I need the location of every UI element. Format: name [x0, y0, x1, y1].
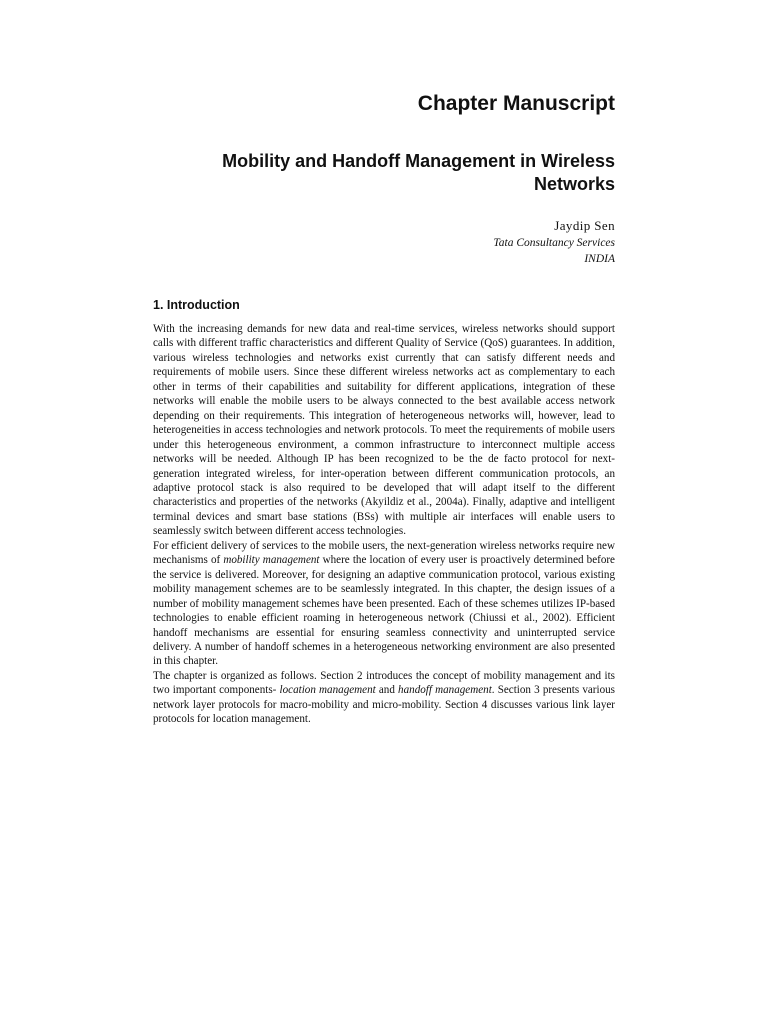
- body-paragraph: [153, 322, 615, 539]
- author-affiliation: Tata Consultancy Services: [493, 237, 615, 249]
- paragraph-text: The chapter is organized as follows. Section 2 introduces the concept of mobility management and its two important components-: [153, 669, 615, 697]
- emphasized-term: handoff management: [398, 684, 492, 697]
- paper-title: Mobility and Handoff Management in Wireless Networks: [222, 151, 615, 194]
- section-body: [153, 322, 615, 727]
- body-paragraph: [153, 669, 615, 727]
- paragraph-text: where the location of every user is proactively determined before the service is delivered. Moreover, for designing an adaptive communication protocol, various existing mobility management schemes are to be seamlessly integrated. In this chapter, the design issues of a number of mobility management schemes have been presented. Each of these schemes utilizes IP-based technologies to enable efficient roaming in heterogeneous network (Chiussi et al., 2002). Efficient handoff mechanisms are essential for ensuring seamless connectivity and uninterrupted service delivery. A number of handoff schemes in a heterogeneous networking environment are also presented in this chapter.: [153, 554, 615, 668]
- author-country: INDIA: [584, 253, 615, 265]
- author-name: Jaydip Sen: [554, 218, 615, 233]
- emphasized-term: mobility management: [223, 554, 320, 567]
- body-paragraph: [153, 539, 615, 669]
- author-block: [493, 217, 615, 267]
- paragraph-text: . Section 3 presents various network layer protocols for macro-mobility and micro-mobility. Section 4 discusses various link layer protocols for location management.: [153, 684, 615, 726]
- paragraph-text: For efficient delivery of services to the mobile users, the next-generation wireless networks require new mechanisms of: [153, 539, 615, 567]
- section-heading: 1. Introduction: [153, 298, 240, 312]
- chapter-label: Chapter Manuscript: [417, 92, 615, 115]
- paragraph-text: With the increasing demands for new data and real-time services, wireless networks should support calls with different traffic characteristics and different Quality of Service (QoS) guarantees. In addition, various wireless technologies and networks exist currently that can satisfy different needs and requirements of mobile users. Since these different wireless networks act as complementary to each other in terms of their capabilities and suitability for different applications, integration of these networks will enable the mobile users to be always connected to the best available access network depending on their requirements. This integration of heterogeneous networks will, however, lead to heterogeneities in access technologies and network protocols. To meet the requirements of mobile users under this heterogeneous environment, a common infrastructure to interconnect multiple access networks will be needed. Although IP has been recognized to be the de facto protocol for next-generation integrated wireless, for inter-operation between different communication protocols, an adaptive protocol stack is also required to be developed that will adapt itself to the different characteristics and properties of the networks (Akyildiz et al., 2004a). Finally, adaptive and intelligent terminal devices and smart base stations (BSs) with multiple air interfaces will enable users to seamlessly switch between different access technologies.: [153, 323, 615, 538]
- emphasized-term: location management: [279, 684, 376, 697]
- paragraph-text: and: [375, 684, 399, 697]
